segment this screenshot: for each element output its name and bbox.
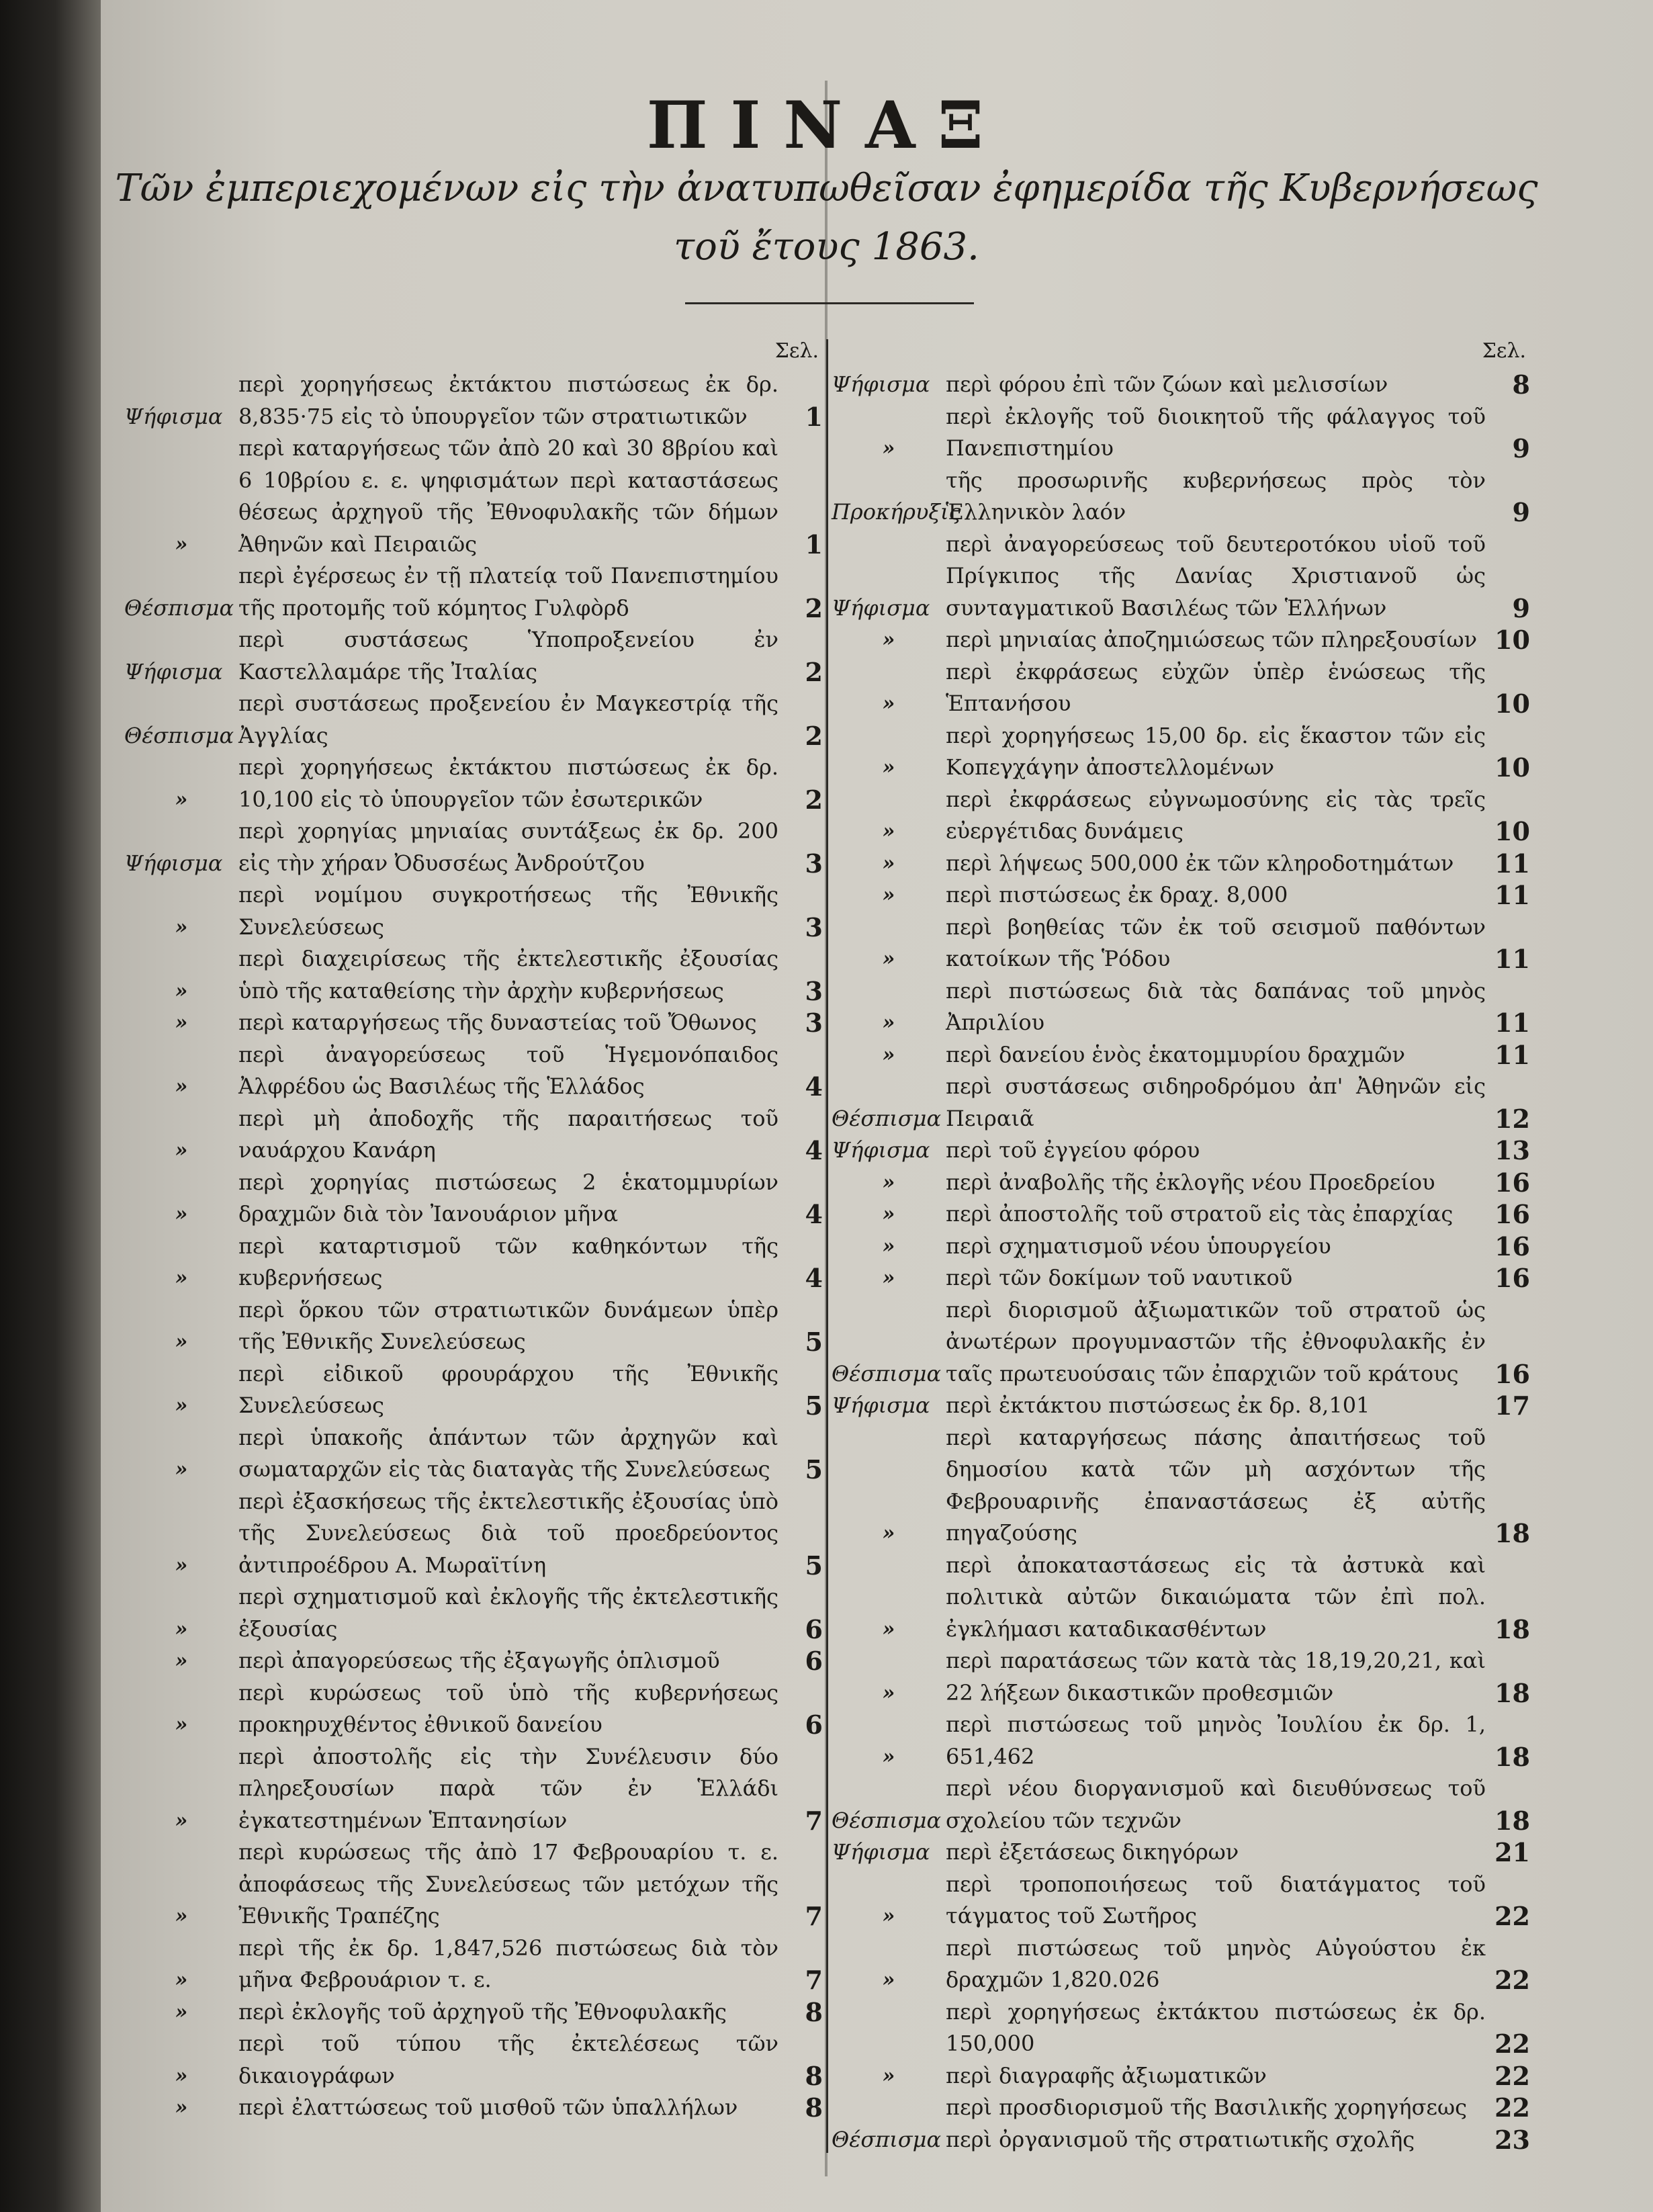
entry-category: »: [175, 1649, 188, 1673]
entry-text: περὶ καταργήσεως τῶν ἀπὸ 20 καὶ 30 8βρίου καὶ 6 10βρίου ε. ε. ψηφισμάτων περὶ καταστάσεως θέσεως ἀρχηγοῦ τῆς Ἐθνοφυλακῆς τῶν δήμων Ἀθηνῶν καὶ Πειραιῶς: [238, 435, 778, 557]
entry-page-number: 4: [805, 1199, 823, 1229]
entry-page-number: 16: [1494, 1263, 1530, 1293]
entry-text: περὶ συστάσεως προξενείου ἐν Μαγκεστρίᾳ τῆς Ἀγγλίας: [238, 691, 778, 748]
entry-text: περὶ πιστώσεως τοῦ μηνὸς Αὐγούστου ἐκ δραχμῶν 1,820.026: [946, 1935, 1486, 1992]
entry-text: περὶ ἐλαττώσεως τοῦ μισθοῦ τῶν ὑπαλλήλων: [238, 2094, 738, 2120]
entry-category: »: [175, 2000, 188, 2024]
entry-category: »: [175, 1011, 188, 1034]
entry-text: περὶ χορηγίας μηνιαίας συντάξεως ἐκ δρ. 200 εἰς τὴν χήραν Ὀδυσσέως Ἀνδρούτζου: [238, 818, 778, 876]
entry-page-number: 18: [1494, 1518, 1530, 1548]
entry-category: »: [882, 883, 895, 907]
entry-category: Ψήφισμα: [124, 850, 223, 876]
page-year: τοῦ ἔτους 1863.: [674, 225, 979, 269]
index-entry: [124, 1167, 823, 1231]
entry-page-number: 3: [805, 848, 823, 879]
index-entry: [832, 1039, 1530, 1071]
index-entry: [124, 1677, 823, 1741]
entry-category: »: [175, 1713, 188, 1736]
entry-text: περὶ τροποποιήσεως τοῦ διατάγματος τοῦ τάγματος τοῦ Σωτῆρος: [946, 1871, 1486, 1929]
entry-text: περὶ εἰδικοῦ φρουράρχου τῆς Ἐθνικῆς Συνελεύσεως: [238, 1360, 778, 1418]
entry-page-number: 16: [1494, 1199, 1530, 1229]
entry-category: Προκήρυξις: [832, 499, 961, 525]
entry-page-number: 10: [1494, 625, 1530, 655]
entry-text: περὶ παρατάσεως τῶν κατὰ τὰς 18,19,20,21, καὶ 22 λήξεων δικαστικῶν προθεσμιῶν: [946, 1648, 1486, 1706]
entry-page-number: 2: [805, 656, 823, 687]
entry-category: »: [175, 1394, 188, 1417]
index-entry: [124, 560, 823, 624]
entry-page-number: 8: [1512, 369, 1530, 400]
index-entry: [832, 848, 1530, 880]
index-entry: [832, 1773, 1530, 1837]
entry-category: Ψήφισμα: [832, 1392, 930, 1418]
index-entry: [832, 1550, 1530, 1646]
entry-category: »: [882, 437, 895, 460]
entry-category: Θέσπισμα: [832, 1105, 942, 1131]
entry-text: περὶ χορηγήσεως ἐκτάκτου πιστώσεως ἐκ δρ. 8,835·75 εἰς τὸ ὑπουργεῖον τῶν στρατιωτικῶν: [238, 371, 778, 429]
entry-text: περὶ ἐκλογῆς τοῦ ἀρχηγοῦ τῆς Ἐθνοφυλακῆς: [238, 1998, 727, 2025]
entry-text: περὶ πιστώσεως διὰ τὰς δαπάνας τοῦ μηνὸς Ἀπριλίου: [946, 977, 1486, 1035]
entry-category: »: [175, 1968, 188, 1992]
index-entry: [832, 656, 1530, 720]
entry-category: »: [175, 1266, 188, 1290]
entry-page-number: 8: [805, 1996, 823, 2027]
entry-category: »: [882, 851, 895, 875]
entry-category: »: [882, 628, 895, 652]
entry-page-number: 22: [1494, 1965, 1530, 1995]
entry-page-number: 1: [805, 401, 823, 432]
entry-text: περὶ βοηθείας τῶν ἐκ τοῦ σεισμοῦ παθόντων κατοίκων τῆς Ῥόδου: [946, 914, 1486, 971]
entry-text: περὶ δανείου ἑνὸς ἑκατομμυρίου δραχμῶν: [946, 1041, 1405, 1067]
entry-category: Ψήφισμα: [832, 1137, 930, 1163]
entry-category: »: [882, 1043, 895, 1067]
entry-text: περὶ ὑπακοῆς ἁπάντων τῶν ἀρχηγῶν καὶ σωματαρχῶν εἰς τὰς διαταγὰς τῆς Συνελεύσεως: [238, 1424, 778, 1482]
entry-category: »: [175, 787, 188, 811]
entry-category: »: [882, 1266, 895, 1290]
index-entry: [124, 369, 823, 433]
entry-text: περὶ ἀναγορεύσεως τοῦ Ἡγεμονόπαιδος Ἀλφρέδου ὡς Βασιλέως τῆς Ἑλλάδος: [238, 1041, 778, 1099]
entry-page-number: 3: [805, 975, 823, 1006]
entry-page-number: 11: [1494, 1039, 1530, 1070]
entry-page-number: 16: [1494, 1231, 1530, 1262]
index-entry: [832, 2092, 1530, 2124]
entry-category: Ψήφισμα: [832, 1839, 930, 1865]
entry-text: περὶ λήψεως 500,000 ἐκ τῶν κληροδοτημάτων: [946, 850, 1454, 876]
entry-page-number: 6: [805, 1646, 823, 1676]
entry-page-number: 18: [1494, 1613, 1530, 1644]
entry-page-number: 11: [1494, 880, 1530, 910]
entry-text: περὶ σχηματισμοῦ καὶ ἐκλογῆς τῆς ἐκτελεστικῆς ἐξουσίας: [238, 1584, 778, 1642]
entry-page-number: 9: [1512, 497, 1530, 527]
entry-text: περὶ πιστώσεως τοῦ μηνὸς Ἰουλίου ἐκ δρ. 1, 651,462: [946, 1712, 1486, 1769]
entry-page-number: 1: [805, 529, 823, 560]
right-column: [832, 339, 1530, 2156]
index-entry: [832, 720, 1530, 784]
index-entry: [124, 943, 823, 1007]
entry-page-number: 6: [805, 1613, 823, 1644]
entry-category: »: [882, 2064, 895, 2088]
entry-category: »: [882, 947, 895, 971]
index-entry: [832, 1709, 1530, 1773]
entry-category: »: [175, 1202, 188, 1226]
entry-text: περὶ ἐκτάκτου πιστώσεως ἐκ δρ. 8,101: [946, 1392, 1370, 1418]
index-entry: [124, 815, 823, 879]
entry-page-number: 3: [805, 912, 823, 942]
index-entry: [124, 1231, 823, 1294]
entry-text: τῆς προσωρινῆς κυβερνήσεως πρὸς τὸν Ἑλληνικὸν λαόν: [946, 467, 1486, 525]
entry-category: »: [175, 532, 188, 556]
entry-page-number: 22: [1494, 1901, 1530, 1931]
entry-page-number: 7: [805, 1965, 823, 1995]
index-entry: [832, 1135, 1530, 1167]
entry-page-number: 5: [805, 1454, 823, 1485]
entry-category: »: [882, 1170, 895, 1194]
entry-text: περὶ καταργήσεως πάσης ἀπαιτήσεως τοῦ δημοσίου κατὰ τῶν μὴ ασχόντων τῆς Φεβρουαρινῆς ἐπαναστάσεως ἐξ αὐτῆς πηγαζούσης: [946, 1424, 1486, 1546]
index-entry: [124, 1645, 823, 1677]
page-subtitle: Τῶν ἐμπεριεχομένων εἰς τὴν ἀνατυπωθεῖσαν ἐφημερίδα τῆς Κυβερνήσεως: [115, 167, 1538, 210]
entry-category: »: [882, 756, 895, 779]
entry-page-number: 6: [805, 1710, 823, 1740]
index-entry: [124, 1007, 823, 1039]
index-entry: [832, 1198, 1530, 1231]
entry-text: περὶ τοῦ ἐγγείου φόρου: [946, 1137, 1200, 1163]
entry-page-number: 4: [805, 1263, 823, 1293]
entry-text: περὶ συστάσεως Ὑποπροξενείου ἐν Καστελλαμάρε τῆς Ἰταλίας: [238, 627, 778, 684]
entry-text: περὶ ἐκλογῆς τοῦ διοικητοῦ τῆς φάλαγγος τοῦ Πανεπιστημίου: [946, 403, 1486, 461]
entry-text: περὶ σχηματισμοῦ νέου ὑπουργείου: [946, 1233, 1331, 1259]
index-entry: [124, 1581, 823, 1645]
entry-page-number: 4: [805, 1135, 823, 1165]
index-entry: [124, 2028, 823, 2092]
entry-page-number: 17: [1494, 1390, 1530, 1421]
index-entry: [124, 1039, 823, 1103]
entry-category: Ψήφισμα: [832, 594, 930, 621]
entry-category: »: [882, 1904, 895, 1928]
entry-text: περὶ μηνιαίας ἀποζημιώσεως τῶν πληρεξουσίων: [946, 627, 1478, 652]
entry-text: περὶ μὴ ἀποδοχῆς τῆς παραιτήσεως τοῦ ναυάρχου Κανάρη: [238, 1105, 778, 1163]
entry-text: περὶ ἐκφράσεως εὐγνωμοσύνης εἰς τὰς τρεῖς εὐεργέτιδας δυνάμεις: [946, 786, 1486, 844]
entry-text: περὶ κυρώσεως τῆς ἀπὸ 17 Φεβρουαρίου τ. ε. ἀποφάσεως τῆς Συνελεύσεως τῶν μετόχων τῆς Ἐθνικῆς Τραπέζης: [238, 1839, 778, 1929]
entry-page-number: 7: [805, 1805, 823, 1836]
index-entry: [832, 1837, 1530, 1869]
entry-text: περὶ χορηγήσεως ἐκτάκτου πιστώσεως ἐκ δρ. 10,100 εἰς τὸ ὑπουργεῖον τῶν ἐσωτερικῶν: [238, 754, 778, 812]
entry-category: Θέσπισμα: [832, 1807, 942, 1833]
index-entry: [832, 1933, 1530, 1996]
entry-text: περὶ φόρου ἐπὶ τῶν ζώων καὶ μελισσίων: [946, 371, 1388, 397]
entry-text: περὶ ἀπαγορεύσεως τῆς ἐξαγωγῆς ὁπλισμοῦ: [238, 1648, 720, 1673]
entry-category: Θέσπισμα: [124, 594, 234, 621]
entry-page-number: 12: [1494, 1103, 1530, 1134]
entry-text: περὶ ἀποστολῆς τοῦ στρατοῦ εἰς τὰς ἐπαρχίας: [946, 1201, 1454, 1227]
entry-category: »: [882, 1681, 895, 1705]
entry-text: περὶ καταργήσεως τῆς δυναστείας τοῦ Ὄθωνος: [238, 1010, 757, 1035]
entry-category: »: [175, 2096, 188, 2119]
entry-category: »: [175, 1075, 188, 1098]
entry-text: περὶ προσδιορισμοῦ τῆς Βασιλικῆς χορηγήσεως: [946, 2094, 1468, 2120]
entry-page-number: 2: [805, 720, 823, 751]
entry-page-number: 10: [1494, 689, 1530, 719]
entry-text: περὶ διαχειρίσεως τῆς ἐκτελεστικῆς ἐξουσίας ὑπὸ τῆς καταθείσης τὴν ἀρχὴν κυβερνήσεως: [238, 946, 778, 1004]
index-entry: [124, 752, 823, 815]
entry-page-number: 10: [1494, 816, 1530, 846]
entry-text: περὶ ἀποκαταστάσεως εἰς τὰ ἀστυκὰ καὶ πολιτικὰ αὐτῶν δικαιώματα τῶν ἐπὶ πολ. ἐγκλήμασι καταδικασθέντων: [946, 1552, 1486, 1642]
index-entry: [832, 1996, 1530, 2060]
entry-page-number: 22: [1494, 2060, 1530, 2091]
index-entry: [832, 784, 1530, 848]
entry-text: περὶ ἐξασκήσεως τῆς ἐκτελεστικῆς ἐξουσίας ὑπὸ τῆς Συνελεύσεως διὰ τοῦ προεδρεύοντος ἀντιπροέδρου Α. Μωραϊτίνη: [238, 1488, 778, 1578]
entry-category: »: [175, 2064, 188, 2088]
entry-category: Ψήφισμα: [124, 403, 223, 429]
index-entry: [832, 1869, 1530, 1933]
index-entry: [832, 465, 1530, 529]
entry-category: Θέσπισμα: [124, 722, 234, 748]
entry-text: περὶ νέου διοργανισμοῦ καὶ διευθύνσεως τοῦ σχολείου τῶν τεχνῶν: [946, 1775, 1486, 1833]
entry-text: περὶ ἐκφράσεως εὐχῶν ὑπὲρ ἑνώσεως τῆς Ἑπτανήσου: [946, 658, 1486, 716]
entry-page-number: 22: [1494, 2029, 1530, 2059]
entry-page-number: 9: [1512, 433, 1530, 463]
column-divider: [826, 339, 828, 2153]
entry-category: »: [882, 1234, 895, 1258]
entry-page-number: 23: [1494, 2124, 1530, 2155]
entry-text: περὶ χορηγήσεως ἐκτάκτου πιστώσεως ἐκ δρ. 150,000: [946, 1998, 1486, 2056]
page-column-label: Σελ.: [774, 339, 819, 363]
index-entry: [832, 912, 1530, 975]
entry-text: περὶ χορηγήσεως 15,00 δρ. εἰς ἕκαστον τῶν εἰς Κοπεγχάγην ἀποστελλομένων: [946, 722, 1486, 780]
entry-page-number: 7: [805, 1901, 823, 1931]
entry-category: »: [882, 1202, 895, 1226]
entry-text: περὶ χορηγίας πιστώσεως 2 ἑκατομμυρίων δραχμῶν διὰ τὸν Ἰανουάριον μῆνα: [238, 1169, 778, 1227]
entry-page-number: 18: [1494, 1805, 1530, 1836]
index-entry: [124, 1103, 823, 1167]
index-entry: [124, 1486, 823, 1582]
index-entry: [124, 1933, 823, 1996]
index-entry: [832, 1231, 1530, 1263]
entry-category: »: [175, 1553, 188, 1577]
entry-page-number: 8: [805, 2092, 823, 2123]
index-entry: [832, 369, 1530, 401]
entry-page-number: 18: [1494, 1741, 1530, 1772]
entry-category: »: [882, 1521, 895, 1545]
entry-page-number: 2: [805, 592, 823, 623]
entry-page-number: 21: [1494, 1837, 1530, 1867]
entry-page-number: 5: [805, 1390, 823, 1421]
entry-page-number: 10: [1494, 752, 1530, 783]
entry-text: περὶ κυρώσεως τοῦ ὑπὸ τῆς κυβερνήσεως προκηρυχθέντος ἐθνικοῦ δανείου: [238, 1679, 778, 1737]
index-entry: [124, 1422, 823, 1486]
entry-text: περὶ ὀργανισμοῦ τῆς στρατιωτικῆς σχολῆς: [946, 2126, 1415, 2152]
left-entries: [124, 369, 823, 2124]
page-column-label: Σελ.: [1482, 339, 1526, 363]
entry-category: »: [175, 1139, 188, 1162]
entry-text: περὶ ἀποστολῆς εἰς τὴν Συνέλευσιν δύο πληρεξουσίων παρὰ τῶν ἐν Ἑλλάδι ἐγκατεστημένων Ἑπτανησίων: [238, 1743, 778, 1833]
index-entry: [124, 624, 823, 688]
index-entry: [832, 2124, 1530, 2156]
index-entry: [124, 879, 823, 943]
entry-category: »: [175, 1904, 188, 1928]
entry-page-number: 11: [1494, 944, 1530, 974]
entry-category: Θέσπισμα: [832, 2126, 942, 2152]
entry-text: περὶ τῆς ἐκ δρ. 1,847,526 πιστώσεως διὰ τὸν μῆνα Φεβρουάριον τ. ε.: [238, 1935, 778, 1992]
book-binding: [0, 0, 101, 2212]
entry-page-number: 3: [805, 1008, 823, 1038]
entry-category: »: [882, 1968, 895, 1992]
index-entry: [832, 975, 1530, 1039]
entry-text: περὶ ὅρκου τῶν στρατιωτικῶν δυνάμεων ὑπὲρ τῆς Ἐθνικῆς Συνελεύσεως: [238, 1296, 778, 1354]
entry-page-number: 16: [1494, 1167, 1530, 1198]
index-entry: [124, 1996, 823, 2029]
index-entry: [832, 1167, 1530, 1199]
entry-page-number: 16: [1494, 1358, 1530, 1389]
entry-page-number: 22: [1494, 2092, 1530, 2123]
entry-category: »: [882, 1744, 895, 1769]
entry-page-number: 2: [805, 784, 823, 815]
index-entry: [832, 2060, 1530, 2092]
index-entry: [832, 879, 1530, 912]
entry-text: περὶ ἐξετάσεως δικηγόρων: [946, 1839, 1239, 1865]
index-entry: [832, 401, 1530, 465]
entry-category: »: [175, 1617, 188, 1641]
entry-category: »: [175, 979, 188, 1003]
index-entry: [124, 688, 823, 752]
index-entry: [832, 1390, 1530, 1422]
entry-category: Ψήφισμα: [832, 371, 930, 397]
entry-category: »: [882, 692, 895, 715]
index-entry: [124, 1294, 823, 1358]
entry-text: περὶ ἐγέρσεως ἐν τῇ πλατείᾳ τοῦ Πανεπιστημίου τῆς προτομῆς τοῦ κόμητος Γυλφὸρδ: [238, 563, 778, 621]
entry-category: »: [882, 820, 895, 843]
entry-text: περὶ ἀναβολῆς τῆς ἐκλογῆς νέου Προεδρείου: [946, 1169, 1435, 1195]
index-entry: [832, 1294, 1530, 1390]
right-entries: [832, 369, 1530, 2156]
entry-category: »: [175, 1808, 188, 1832]
entry-page-number: 5: [805, 1550, 823, 1581]
entry-category: »: [882, 1617, 895, 1641]
entry-page-number: 11: [1494, 1008, 1530, 1038]
entry-category: Θέσπισμα: [832, 1360, 942, 1386]
entry-text: περὶ διαγραφῆς ἀξιωματικῶν: [946, 2062, 1267, 2088]
entry-text: περὶ καταρτισμοῦ τῶν καθηκόντων τῆς κυβερνήσεως: [238, 1233, 778, 1290]
entry-category: »: [175, 1330, 188, 1354]
entry-page-number: 9: [1512, 592, 1530, 623]
left-column: [124, 339, 823, 2124]
entry-category: »: [175, 1458, 188, 1481]
entry-text: περὶ διορισμοῦ ἀξιωματικῶν τοῦ στρατοῦ ὡς ἀνωτέρων προγυμναστῶν τῆς ἐθνοφυλακῆς ἐν ταῖς πρωτευούσαις τῶν ἐπαρχιῶν τοῦ κράτους: [946, 1296, 1486, 1386]
entry-text: περὶ τοῦ τύπου τῆς ἐκτελέσεως τῶν δικαιογράφων: [238, 2031, 778, 2088]
index-entry: [124, 1837, 823, 1933]
entry-page-number: 4: [805, 1071, 823, 1102]
index-entry: [124, 1358, 823, 1422]
entry-text: περὶ τῶν δοκίμων τοῦ ναυτικοῦ: [946, 1265, 1293, 1290]
entry-category: Ψήφισμα: [124, 658, 223, 684]
page-title: ΠΙΝΑΞ: [646, 87, 1007, 163]
entry-page-number: 5: [805, 1327, 823, 1357]
title-rule: [685, 302, 974, 304]
entry-category: »: [175, 915, 188, 939]
entry-text: περὶ ἀναγορεύσεως τοῦ δευτεροτόκου υἱοῦ τοῦ Πρίγκιπος τῆς Δανίας Χριστιανοῦ ὡς συνταγματικοῦ Βασιλέως τῶν Ἑλλήνων: [946, 531, 1486, 621]
entry-text: περὶ συστάσεως σιδηροδρόμου ἀπ' Ἀθηνῶν εἰς Πειραιᾶ: [946, 1073, 1486, 1131]
entry-page-number: 18: [1494, 1677, 1530, 1708]
entry-page-number: 13: [1494, 1135, 1530, 1165]
entry-text: περὶ πιστώσεως ἐκ δραχ. 8,000: [946, 882, 1288, 908]
index-entry: [832, 1262, 1530, 1294]
entry-category: »: [882, 1011, 895, 1034]
index-entry: [832, 529, 1530, 625]
index-entry: [124, 433, 823, 560]
entry-page-number: 11: [1494, 848, 1530, 879]
entry-page-number: 8: [805, 2060, 823, 2091]
entry-text: περὶ νομίμου συγκροτήσεως τῆς Ἐθνικῆς Συνελεύσεως: [238, 882, 778, 940]
index-entry: [832, 1645, 1530, 1709]
index-entry: [124, 1741, 823, 1837]
index-entry: [124, 2092, 823, 2124]
index-entry: [832, 1422, 1530, 1550]
index-entry: [832, 1071, 1530, 1135]
index-entry: [832, 624, 1530, 656]
